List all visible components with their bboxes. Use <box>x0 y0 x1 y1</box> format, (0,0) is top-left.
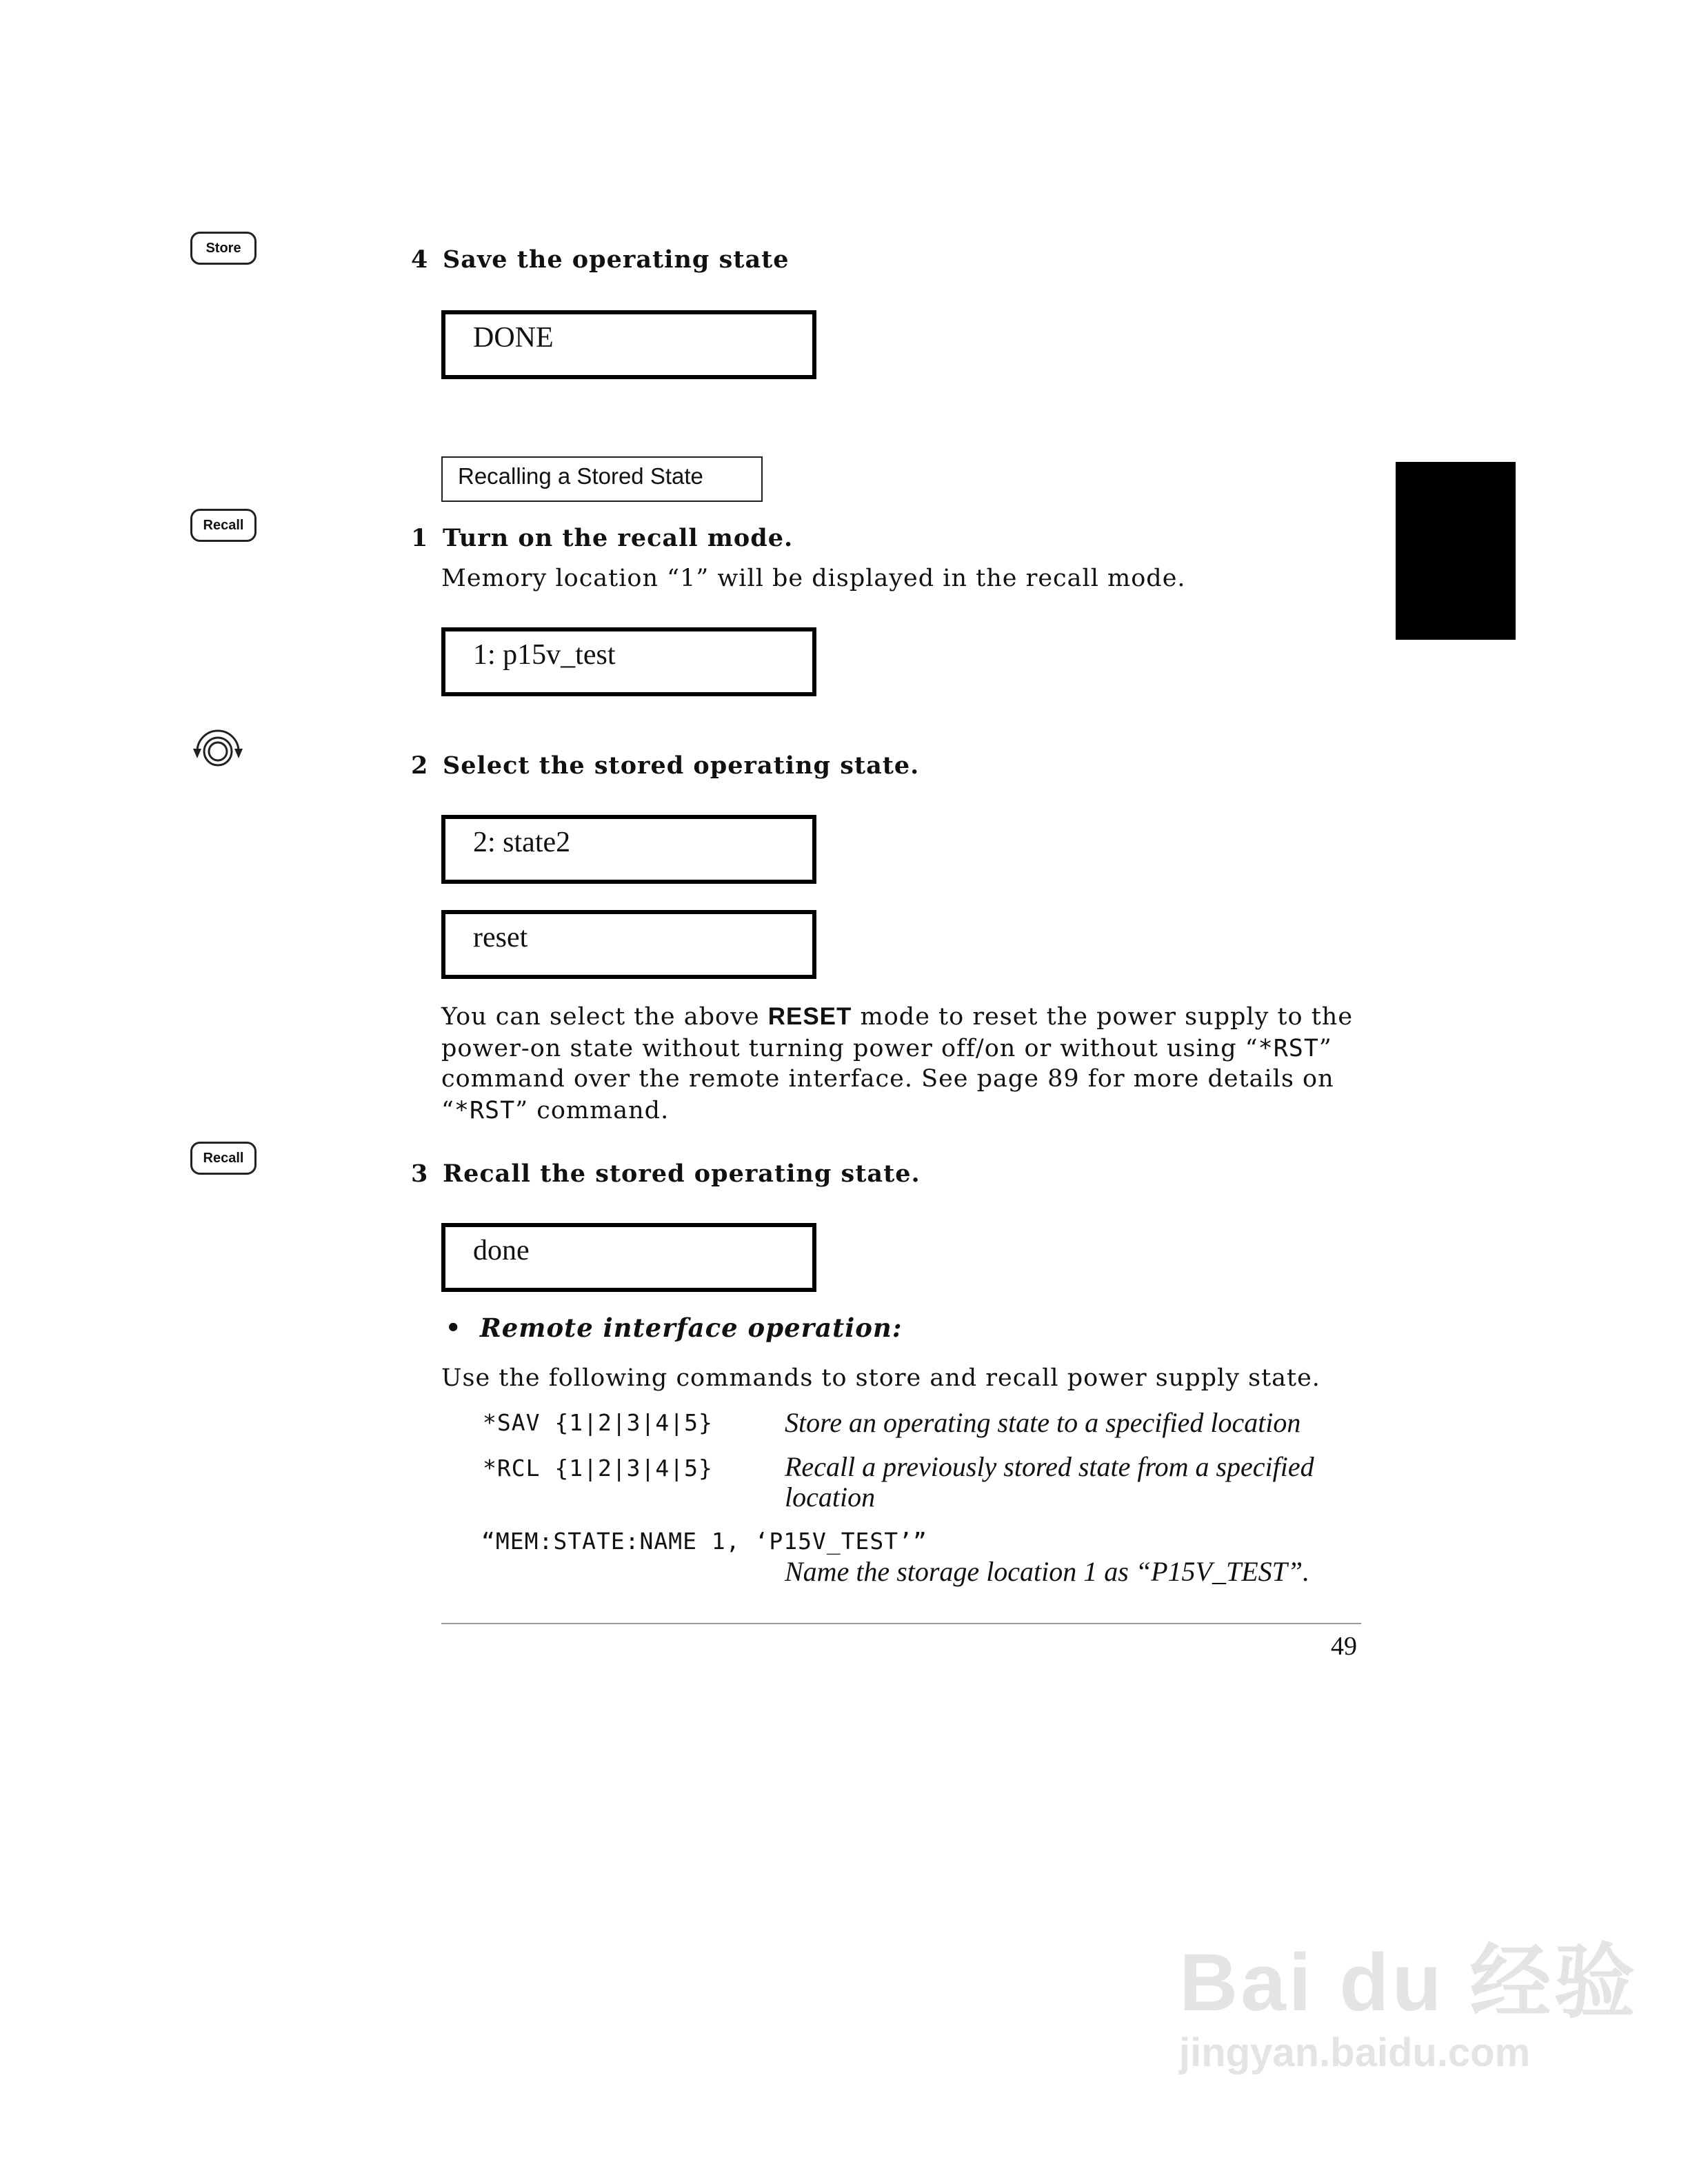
lcd-display-done-lower <box>441 1223 816 1292</box>
command-sav: *SAV {1|2|3|4|5} <box>483 1409 713 1436</box>
lcd-display-p15v <box>441 627 816 696</box>
step-2-number: 2 <box>411 751 429 780</box>
footer-rule <box>441 1623 1361 1624</box>
lcd-text-state2: 2: state2 <box>473 827 571 858</box>
lcd-text-done-lower: done <box>473 1235 530 1266</box>
reset-para-line-2 <box>441 1033 1332 1064</box>
step-3-number: 3 <box>411 1160 429 1188</box>
step-2-heading <box>411 751 919 780</box>
section-title-box <box>441 456 763 502</box>
reset-para-text: ” command. <box>515 1097 670 1124</box>
reset-para-line-1 <box>441 1001 1353 1033</box>
recall-key-icon <box>190 509 257 542</box>
rst-command: *RST <box>1258 1035 1319 1062</box>
step-1-heading <box>411 524 793 552</box>
store-key-label: Store <box>205 240 241 256</box>
lcd-text-reset: reset <box>473 922 528 953</box>
command-rcl-desc: Recall a previously stored state from a specified <box>785 1451 1314 1482</box>
recall-key-label-2: Recall <box>203 1150 244 1166</box>
reset-para-line-3: command over the remote interface. See page 89 for more details on <box>441 1065 1334 1093</box>
watermark-brand: Bai du 经验 <box>1179 1937 1638 2028</box>
watermark-url: jingyan.baidu.com <box>1179 2030 1531 2075</box>
step-3-heading <box>411 1160 921 1188</box>
store-key-icon <box>190 232 257 265</box>
reset-para-text: You can select the above <box>441 1003 768 1031</box>
step-4-heading <box>411 245 790 274</box>
reset-para-line-4 <box>441 1095 669 1126</box>
rotary-knob-icon <box>188 728 250 775</box>
section-title: Recalling a Stored State <box>458 463 703 489</box>
command-rcl-desc-2: location <box>785 1482 876 1513</box>
step-1-text: Memory location “1” will be displayed in the recall mode. <box>441 565 1186 592</box>
step-4-number: 4 <box>411 245 429 274</box>
lcd-text-p15v: 1: p15v_test <box>473 639 616 671</box>
command-sav-desc: Store an operating state to a specified location <box>785 1407 1301 1438</box>
reset-para-text: ” <box>1318 1035 1332 1062</box>
recall-key-label: Recall <box>203 517 244 533</box>
step-4-title: Save the operating state <box>443 245 790 274</box>
rst-command: *RST <box>454 1097 516 1124</box>
remote-intro: Use the following commands to store and recall power supply state. <box>441 1364 1320 1392</box>
reset-para-text: mode to reset the power supply to the <box>852 1003 1354 1031</box>
lcd-display-state2 <box>441 815 816 884</box>
remote-heading: Remote interface operation: <box>480 1313 903 1343</box>
lcd-text-done: DONE <box>473 322 554 354</box>
step-1-number: 1 <box>411 524 429 552</box>
recall-key-icon-2 <box>190 1142 257 1175</box>
command-rcl: *RCL {1|2|3|4|5} <box>483 1455 713 1482</box>
step-2-title: Select the stored operating state. <box>443 751 920 780</box>
step-1-title: Turn on the recall mode. <box>443 524 794 552</box>
lcd-display-done <box>441 310 816 379</box>
reset-para-text: “ <box>441 1097 454 1124</box>
command-mem-state-name-desc: Name the storage location 1 as “P15V_TEST”. <box>785 1556 1310 1587</box>
reset-keyword: RESET <box>767 1003 852 1030</box>
command-mem-state-name: “MEM:STATE:NAME 1, ‘P15V_TEST’” <box>481 1528 927 1555</box>
lcd-display-reset <box>441 910 816 979</box>
page-number: 49 <box>1331 1632 1357 1661</box>
baidu-watermark <box>1179 1917 1638 2076</box>
remote-bullet: • <box>445 1314 461 1342</box>
step-3-title: Recall the stored operating state. <box>443 1160 921 1188</box>
chapter-tab-marker <box>1396 462 1516 640</box>
reset-para-text: power-on state without turning power off/on or without using “ <box>441 1035 1258 1062</box>
